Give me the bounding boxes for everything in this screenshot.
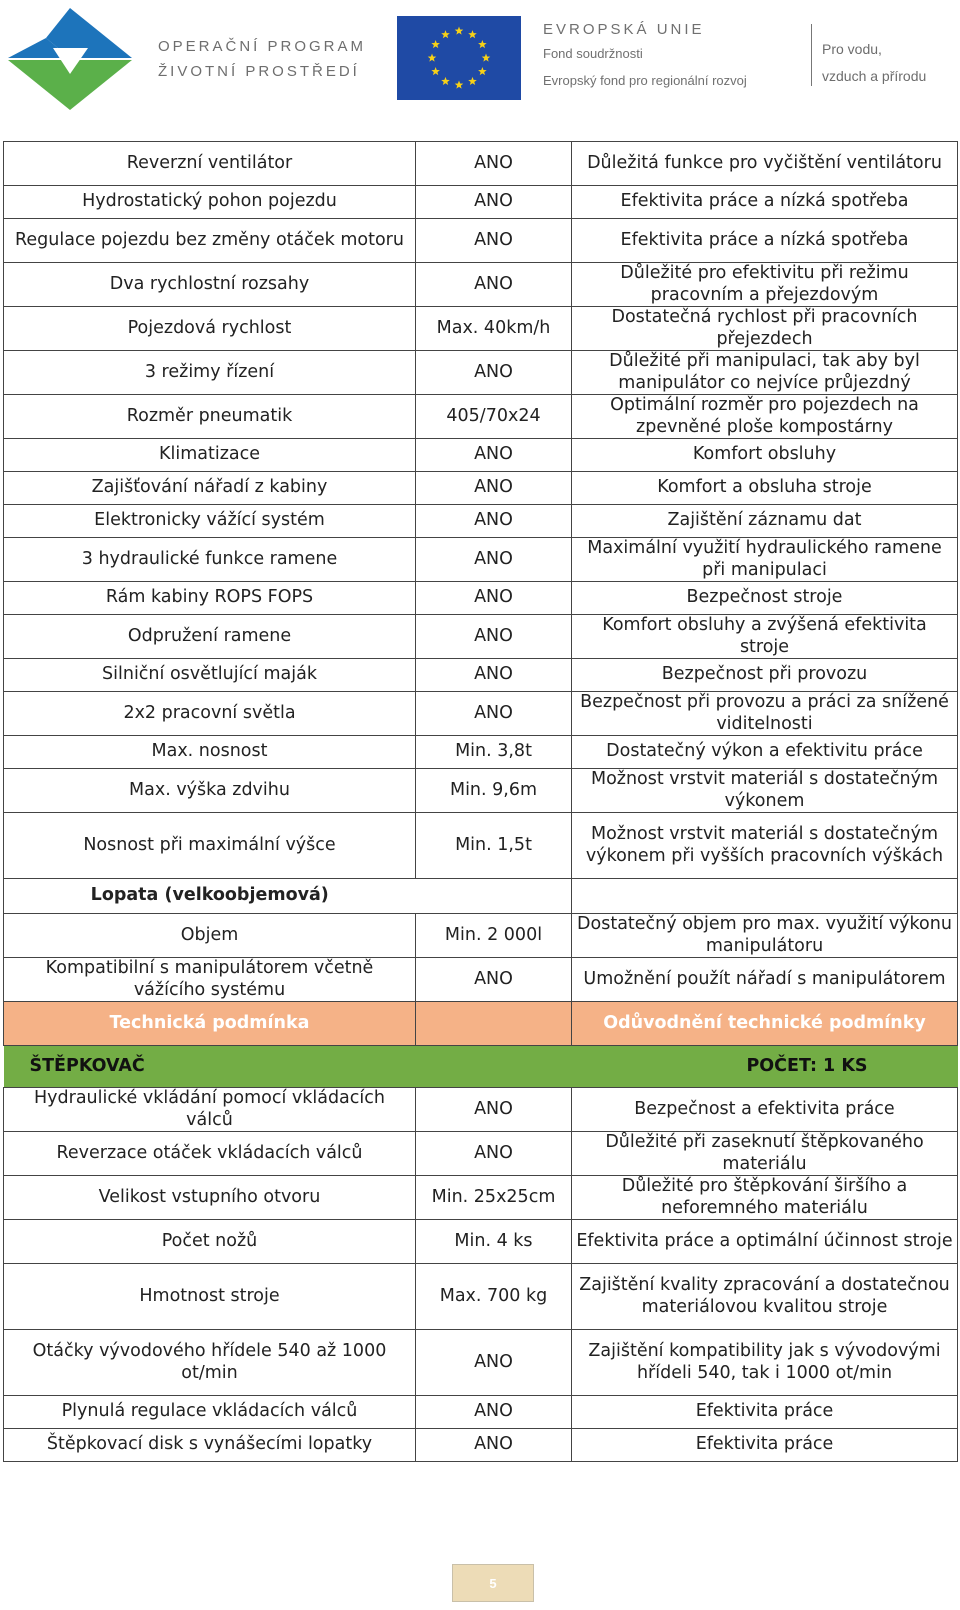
chipper-param-cell: Otáčky vývodového hřídele 540 až 1000 ot/min — [4, 1330, 416, 1396]
spec-param-cell: Klimatizace — [4, 439, 416, 472]
chipper-row — [4, 1330, 958, 1396]
spec-reason-cell: Důležité pro efektivitu při režimu pracovním a přejezdovým — [572, 263, 958, 307]
spec-row — [4, 769, 958, 813]
spec-param-cell: Silniční osvětlující maják — [4, 659, 416, 692]
spec-value-cell: ANO — [416, 505, 572, 538]
chipper-count: POČET: 1 KS — [572, 1046, 958, 1088]
page-header — [0, 0, 960, 112]
chipper-value-cell: Min. 4 ks — [416, 1220, 572, 1264]
chipper-reason-cell: Efektivita práce — [572, 1396, 958, 1429]
spec-value-cell: ANO — [416, 472, 572, 505]
chipper-param-cell: Hydraulické vkládání pomocí vkládacích válců — [4, 1088, 416, 1132]
chipper-title-bar — [4, 1046, 958, 1088]
spec-value-cell: 405/70x24 — [416, 395, 572, 439]
spec-value-cell: Min. 3,8t — [416, 736, 572, 769]
spec-param-cell: 2x2 pracovní světla — [4, 692, 416, 736]
op-zp-logo — [8, 8, 134, 110]
chipper-param-cell: Počet nožů — [4, 1220, 416, 1264]
spec-table — [3, 141, 958, 1462]
lopata-row — [4, 914, 958, 958]
chipper-reason-cell: Efektivita práce a optimální účinnost stroje — [572, 1220, 958, 1264]
spec-row — [4, 395, 958, 439]
chipper-value-cell: ANO — [416, 1330, 572, 1396]
spec-value-cell: ANO — [416, 582, 572, 615]
eu-wordmark — [543, 20, 747, 94]
spec-reason-cell: Dostatečný výkon a efektivitu práce — [572, 736, 958, 769]
lopata-reason-cell: Dostatečný objem pro max. využití výkonu manipulátoru — [572, 914, 958, 958]
chipper-value-cell: Max. 700 kg — [416, 1264, 572, 1330]
lopata-param-cell: Kompatibilní s manipulátorem včetně vážícího systému — [4, 958, 416, 1002]
spec-param-cell: Elektronicky vážící systém — [4, 505, 416, 538]
spec-reason-cell: Komfort obsluhy a zvýšená efektivita stroje — [572, 615, 958, 659]
spec-value-cell: ANO — [416, 692, 572, 736]
spec-reason-cell: Bezpečnost stroje — [572, 582, 958, 615]
spec-row — [4, 538, 958, 582]
spec-reason-cell: Komfort a obsluha stroje — [572, 472, 958, 505]
chipper-row — [4, 1088, 958, 1132]
chipper-row — [4, 1132, 958, 1176]
header-divider — [811, 24, 812, 86]
op-zp-wordmark — [158, 34, 366, 84]
motto-line2: vzduch a přírodu — [822, 68, 927, 84]
spec-reason-cell: Bezpečnost při provozu a práci za snížené viditelnosti — [572, 692, 958, 736]
spec-param-cell: Rám kabiny ROPS FOPS — [4, 582, 416, 615]
spec-value-cell: ANO — [416, 351, 572, 395]
chipper-row — [4, 1220, 958, 1264]
chipper-param-cell: Hmotnost stroje — [4, 1264, 416, 1330]
spec-value-cell: ANO — [416, 219, 572, 263]
spec-reason-cell: Možnost vrstvit materiál s dostatečným výkonem — [572, 769, 958, 813]
spec-reason-cell: Optimální rozměr pro pojezdech na zpevněné ploše kompostárny — [572, 395, 958, 439]
chipper-row — [4, 1429, 958, 1462]
spec-reason-cell: Bezpečnost při provozu — [572, 659, 958, 692]
chipper-reason-cell: Zajištění kompatibility jak s vývodovými hřídeli 540, tak i 1000 ot/min — [572, 1330, 958, 1396]
spec-param-cell: Regulace pojezdu bez změny otáček motoru — [4, 219, 416, 263]
spec-row — [4, 813, 958, 879]
spec-row — [4, 692, 958, 736]
chipper-row — [4, 1176, 958, 1220]
spec-reason-cell: Dostatečná rychlost při pracovních přejezdech — [572, 307, 958, 351]
chipper-param-cell: Reverzace otáček vkládacích válců — [4, 1132, 416, 1176]
spec-reason-cell: Důležité při manipulaci, tak aby byl manipulátor co nejvíce průjezdný — [572, 351, 958, 395]
spec-param-cell: Pojezdová rychlost — [4, 307, 416, 351]
spec-row — [4, 659, 958, 692]
spec-row — [4, 615, 958, 659]
spec-reason-cell: Efektivita práce a nízká spotřeba — [572, 219, 958, 263]
spec-reason-cell: Komfort obsluhy — [572, 439, 958, 472]
spec-param-cell: 3 režimy řízení — [4, 351, 416, 395]
spec-value-cell: Max. 40km/h — [416, 307, 572, 351]
chipper-row — [4, 1396, 958, 1429]
chipper-param-cell: Štěpkovací disk s vynášecími lopatky — [4, 1429, 416, 1462]
chipper-value-cell: ANO — [416, 1088, 572, 1132]
spec-value-cell: Min. 1,5t — [416, 813, 572, 879]
page-number-box — [452, 1564, 534, 1602]
spec-row — [4, 505, 958, 538]
spec-param-cell: Reverzní ventilátor — [4, 142, 416, 186]
section-header-row — [4, 1002, 958, 1046]
lopata-value-cell: Min. 2 000l — [416, 914, 572, 958]
chipper-reason-cell: Efektivita práce — [572, 1429, 958, 1462]
spec-row — [4, 582, 958, 615]
spec-reason-cell: Zajištění záznamu dat — [572, 505, 958, 538]
spec-row — [4, 263, 958, 307]
spec-param-cell: Dva rychlostní rozsahy — [4, 263, 416, 307]
spec-row — [4, 219, 958, 263]
lopata-param-cell: Objem — [4, 914, 416, 958]
spec-reason-cell: Možnost vrstvit materiál s dostatečným výkonem při vyšších pracovních výškách — [572, 813, 958, 879]
chipper-value-cell: Min. 25x25cm — [416, 1176, 572, 1220]
spec-reason-cell: Maximální využití hydraulického ramene při manipulaci — [572, 538, 958, 582]
header-justification: Odůvodnění technické podmínky — [572, 1002, 958, 1046]
spec-value-cell: ANO — [416, 615, 572, 659]
chipper-value-cell: ANO — [416, 1396, 572, 1429]
chipper-reason-cell: Bezpečnost a efektivita práce — [572, 1088, 958, 1132]
spec-row — [4, 142, 958, 186]
op-line2: ŽIVOTNÍ PROSTŘEDÍ — [158, 63, 360, 80]
spec-param-cell: Rozměr pneumatik — [4, 395, 416, 439]
spec-param-cell: 3 hydraulické funkce ramene — [4, 538, 416, 582]
spec-value-cell: ANO — [416, 439, 572, 472]
spec-reason-cell: Důležitá funkce pro vyčištění ventilátoru — [572, 142, 958, 186]
motto-line1: Pro vodu, — [822, 41, 882, 57]
spec-param-cell: Zajišťování nářadí z kabiny — [4, 472, 416, 505]
chipper-value-cell: ANO — [416, 1429, 572, 1462]
spec-row — [4, 307, 958, 351]
spec-param-cell: Odpružení ramene — [4, 615, 416, 659]
motto — [822, 36, 926, 90]
spec-value-cell: Min. 9,6m — [416, 769, 572, 813]
spec-value-cell: ANO — [416, 142, 572, 186]
spec-row — [4, 736, 958, 769]
chipper-param-cell: Plynulá regulace vkládacích válců — [4, 1396, 416, 1429]
page-number: 5 — [489, 1575, 497, 1591]
spec-reason-cell: Efektivita práce a nízká spotřeba — [572, 186, 958, 219]
spec-param-cell: Nosnost při maximální výšce — [4, 813, 416, 879]
spec-row — [4, 186, 958, 219]
lopata-row — [4, 958, 958, 1002]
op-line1: OPERAČNÍ PROGRAM — [158, 38, 367, 55]
spec-value-cell: ANO — [416, 538, 572, 582]
chipper-row — [4, 1264, 958, 1330]
chipper-value-cell: ANO — [416, 1132, 572, 1176]
spec-param-cell: Hydrostatický pohon pojezdu — [4, 186, 416, 219]
chipper-title: ŠTĚPKOVAČ — [4, 1046, 416, 1088]
spec-row — [4, 472, 958, 505]
spec-param-cell: Max. výška zdvihu — [4, 769, 416, 813]
eu-fund1: Fond soudržnosti — [543, 46, 643, 61]
chipper-param-cell: Velikost vstupního otvoru — [4, 1176, 416, 1220]
chipper-reason-cell: Důležité pro štěpkování širšího a neforemného materiálu — [572, 1176, 958, 1220]
header-technical-condition: Technická podmínka — [4, 1002, 416, 1046]
spec-param-cell: Max. nosnost — [4, 736, 416, 769]
spec-value-cell: ANO — [416, 263, 572, 307]
lopata-reason-cell: Umožnění použít nářadí s manipulátorem — [572, 958, 958, 1002]
spec-row — [4, 439, 958, 472]
spec-value-cell: ANO — [416, 186, 572, 219]
lopata-value-cell: ANO — [416, 958, 572, 1002]
spec-value-cell: ANO — [416, 659, 572, 692]
eu-fund2: Evropský fond pro regionální rozvoj — [543, 73, 747, 88]
spec-row — [4, 351, 958, 395]
chipper-reason-cell: Důležité při zaseknutí štěpkovaného materiálu — [572, 1132, 958, 1176]
lopata-row — [4, 879, 958, 914]
chipper-reason-cell: Zajištění kvality zpracování a dostatečnou materiálovou kvalitou stroje — [572, 1264, 958, 1330]
eu-title: EVROPSKÁ UNIE — [543, 21, 705, 38]
eu-flag-icon — [397, 16, 521, 100]
lopata-label: Lopata (velkoobjemová) — [4, 879, 416, 914]
